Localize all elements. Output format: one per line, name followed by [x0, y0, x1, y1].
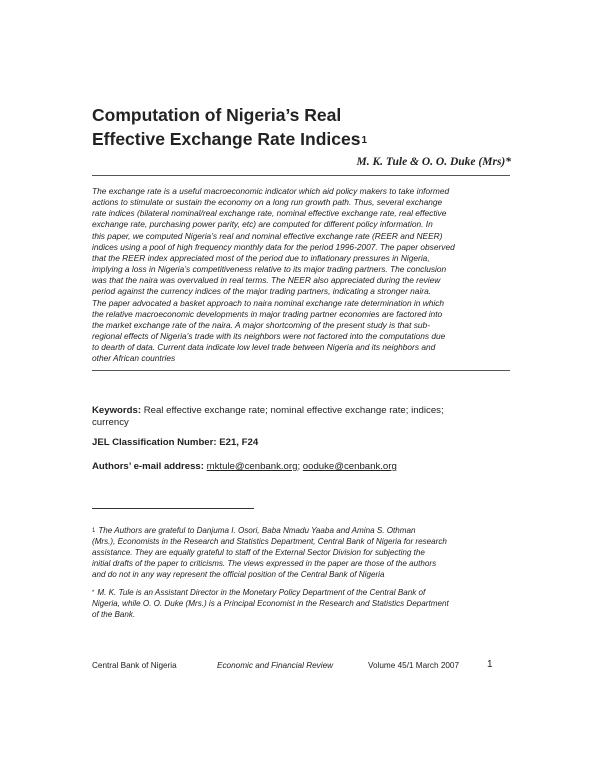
author-byline: M. K. Tule & O. O. Duke (Mrs)* — [356, 156, 511, 168]
abstract-top-rule — [92, 175, 510, 176]
abstract-line: was that the naira was overvalued in real terms. The NEER also appreciated during the review — [92, 275, 441, 286]
keywords — [92, 405, 510, 429]
title-line-2 — [92, 127, 512, 151]
footer-publisher: Central Bank of Nigeria — [92, 661, 177, 670]
keywords-text: Real effective exchange rate; nominal effective exchange rate; indices; — [141, 405, 444, 416]
abstract — [92, 186, 510, 365]
page-number: 1 — [487, 659, 493, 670]
title-footnote-mark: 1 — [361, 135, 368, 146]
jel-classification: JEL Classification Number: E21, F24 — [92, 437, 259, 448]
footnote-2 — [92, 588, 512, 621]
footnote-line: and do not in any way represent the official position of the Central Bank of Nigeria — [92, 569, 385, 579]
email-link-duke[interactable]: ooduke@cenbank.org — [302, 461, 397, 472]
keywords-line-2: currency — [92, 417, 129, 428]
footnote-text: M. K. Tule is an Assistant Director in the Monetary Policy Department of the Central Bank of — [97, 588, 426, 597]
footnote-1 — [92, 526, 512, 581]
email-label: Authors’ e-mail address: — [92, 461, 207, 472]
abstract-line: other African countries — [92, 353, 176, 364]
title-line-2-text: Effective Exchange Rate Indices — [92, 129, 361, 149]
abstract-line: that the REER index appreciated most of the period due to inflationary pressures in Nigeria, — [92, 252, 430, 263]
abstract-line: The paper advocated a basket approach to naira nominal exchange rate determination in which — [92, 297, 445, 308]
footnote-line: assistance. They are equally grateful to staff of the External Sector Division for subjecting the — [92, 547, 425, 557]
title-line-1: Computation of Nigeria’s Real — [92, 105, 342, 125]
abstract-line: rate indices (bilateral nominal/real exchange rate, nominal effective exchange rate, real effective — [92, 208, 447, 219]
footnote-line — [92, 588, 512, 599]
abstract-line: exchange rate, purchasing power parity, etc) are computed for different policy information. In — [92, 219, 433, 230]
abstract-line: regional effects of Nigeria’s trade with its neighbors were not factored into the computations due — [92, 331, 446, 342]
keywords-label: Keywords: — [92, 405, 142, 416]
keywords-line-1 — [92, 405, 510, 417]
footnote-line: initial drafts of the paper to criticisms. The views expressed in the paper are those of the authors — [92, 558, 437, 568]
footnote-line: of the Bank. — [92, 609, 136, 619]
footnote-text: The Authors are grateful to Danjuma I. Osori, Baba Nmadu Yaaba and Amina S. Othman — [98, 526, 416, 535]
page-footer — [92, 661, 510, 675]
abstract-line: period against the currency indices of the major trading partners, indicating a stronger naira. — [92, 286, 432, 297]
email-link-tule[interactable]: mktule@cenbank.org — [206, 461, 298, 472]
abstract-line: this paper, we computed Nigeria’s real and nominal effective exchange rate (REER and NEER) — [92, 230, 443, 241]
footer-volume: Volume 45/1 March 2007 — [368, 661, 460, 670]
footnote-line: Nigeria, while O. O. Duke (Mrs.) is a Principal Economist in the Research and Statistics Department — [92, 598, 449, 608]
abstract-line: implying a loss in Nigeria’s competitiveness relative to its major trading partners. The conclusion — [92, 264, 447, 275]
author-emails — [92, 461, 397, 472]
footnote-mark: 1 — [92, 528, 96, 534]
abstract-line: to dearth of data. Current data indicate low level trade between Nigeria and its neighbors and — [92, 342, 436, 353]
footnote-separator — [92, 508, 254, 509]
abstract-bottom-rule — [92, 370, 510, 371]
footer-journal: Economic and Financial Review — [217, 661, 334, 670]
footnote-mark: * — [92, 590, 95, 596]
email-separator: ; — [297, 461, 303, 472]
footnote-line — [92, 526, 512, 537]
abstract-line: The exchange rate is a useful macroeconomic indicator which aid policy makers to take informed — [92, 186, 450, 196]
abstract-line: indices using a pool of high frequency monthly data for the period 1996-2007. The paper observed — [92, 241, 455, 252]
abstract-line: the relative macroeconomic developments in major trading partner economies are factored into — [92, 308, 443, 319]
abstract-line: the market exchange rate of the naira. A major shortcoming of the present study is that sub- — [92, 319, 430, 330]
abstract-line: actions to stimulate or sustain the economy on a long run growth path. Thus, several exchange — [92, 197, 443, 208]
footnote-line: (Mrs.), Economists in the Research and Statistics Department, Central Bank of Nigeria for research — [92, 536, 447, 546]
paper-title — [92, 103, 512, 151]
